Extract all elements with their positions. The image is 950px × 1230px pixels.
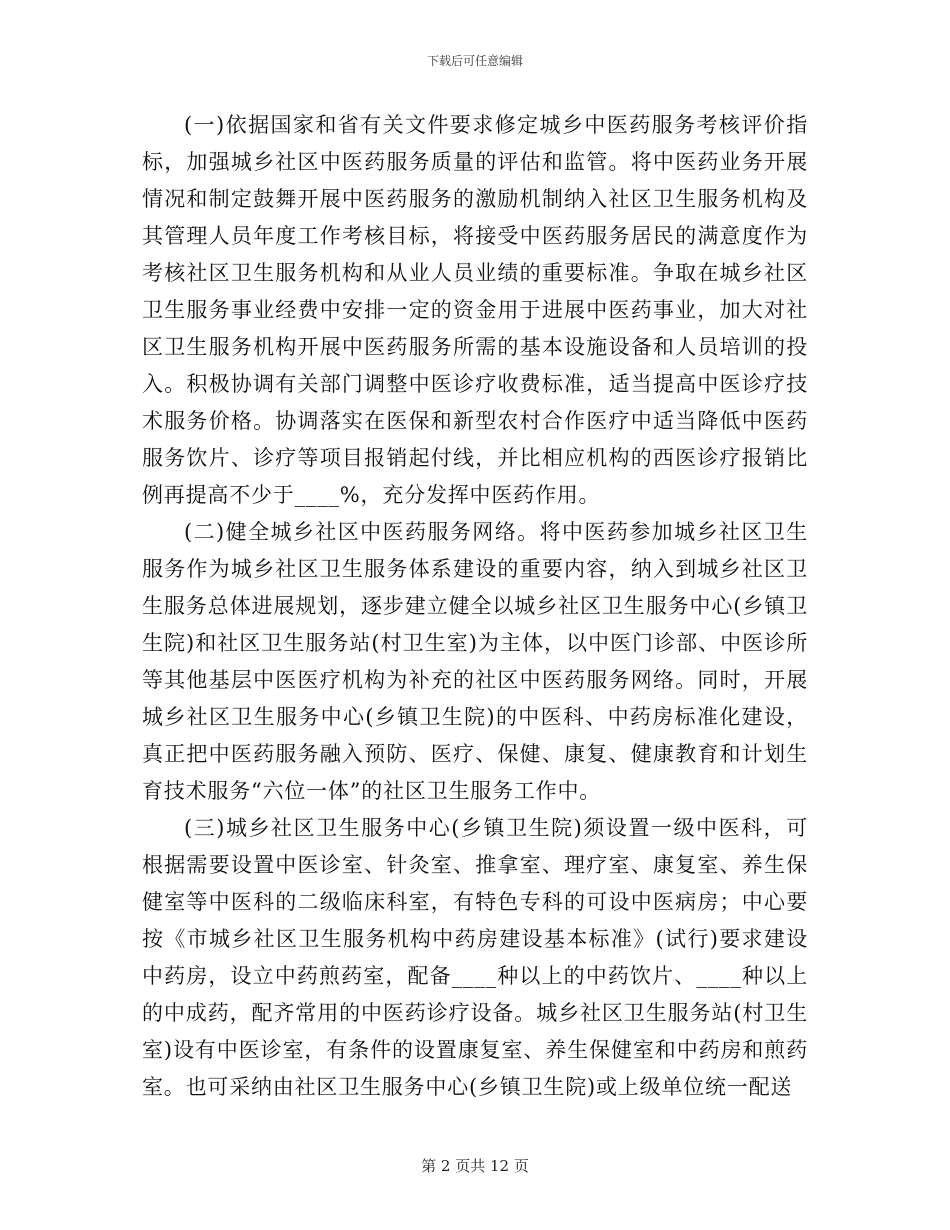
document-body <box>142 107 808 1106</box>
page-header: 下载后可任意编辑 <box>426 54 523 68</box>
paragraph-2: (二)健全城乡社区中医药服务网络。将中医药参加城乡社区卫生服务作为城乡社区卫生服务体系建设的重要内容，纳入到城乡社区卫生服务总体进展规划，逐步建立健全以城乡社区卫生服务中心(乡镇卫生院)和社区卫生服务站(村卫生室)为主体，以中医门诊部、中医诊所等其他基层中医医疗机构为补充的社区中医药服务网络。同时，开展城乡社区卫生服务中心(乡镇卫生院)的中医科、中药房标准化建设，真正把中医药服务融入预防、医疗、保健、康复、健康教育和计划生育技术服务“六位一体”的社区卫生服务工作中。 <box>142 520 808 803</box>
paragraph-1: (一)依据国家和省有关文件要求修定城乡中医药服务考核评价指标，加强城乡社区中医药服务质量的评估和监管。将中医药业务开展情况和制定鼓舞开展中医药服务的激励机制纳入社区卫生服务机构及其管理人员年度工作考核目标，将接受中医药服务居民的满意度作为考核社区卫生服务机构和从业人员业绩的重要标准。争取在城乡社区卫生服务事业经费中安排一定的资金用于进展中医药事业，加大对社区卫生服务机构开展中医药服务所需的基本设施设备和人员培训的投入。积极协调有关部门调整中医诊疗收费标准，适当提高中医诊疗技术服务价格。协调落实在医保和新型农村合作医疗中适当降低中医药服务饮片、诊疗等项目报销起付线，并比相应机构的西医诊疗报销比例再提高不少于____%，充分发挥中医药作用。 <box>142 113 808 507</box>
page-number-footer: 第 2 页共 12 页 <box>421 1157 529 1175</box>
paragraph-3: (三)城乡社区卫生服务中心(乡镇卫生院)须设置一级中医科，可根据需要设置中医诊室、针灸室、推拿室、理疗室、康复室、养生保健室等中医科的二级临床科室，有特色专科的可设中医病房；中心要按《市城乡社区卫生服务机构中药房建设基本标准》(试行)要求建设中药房，设立中药煎药室，配备____种以上的中药饮片、____种以上的中成药，配齐常用的中医药诊疗设备。城乡社区卫生服务站(村卫生室)设有中医诊室，有条件的设置康复室、养生保健室和中药房和煎药室。也可采纳由社区卫生服务中心(乡镇卫生院)或上级单位统一配送 <box>142 816 808 1099</box>
